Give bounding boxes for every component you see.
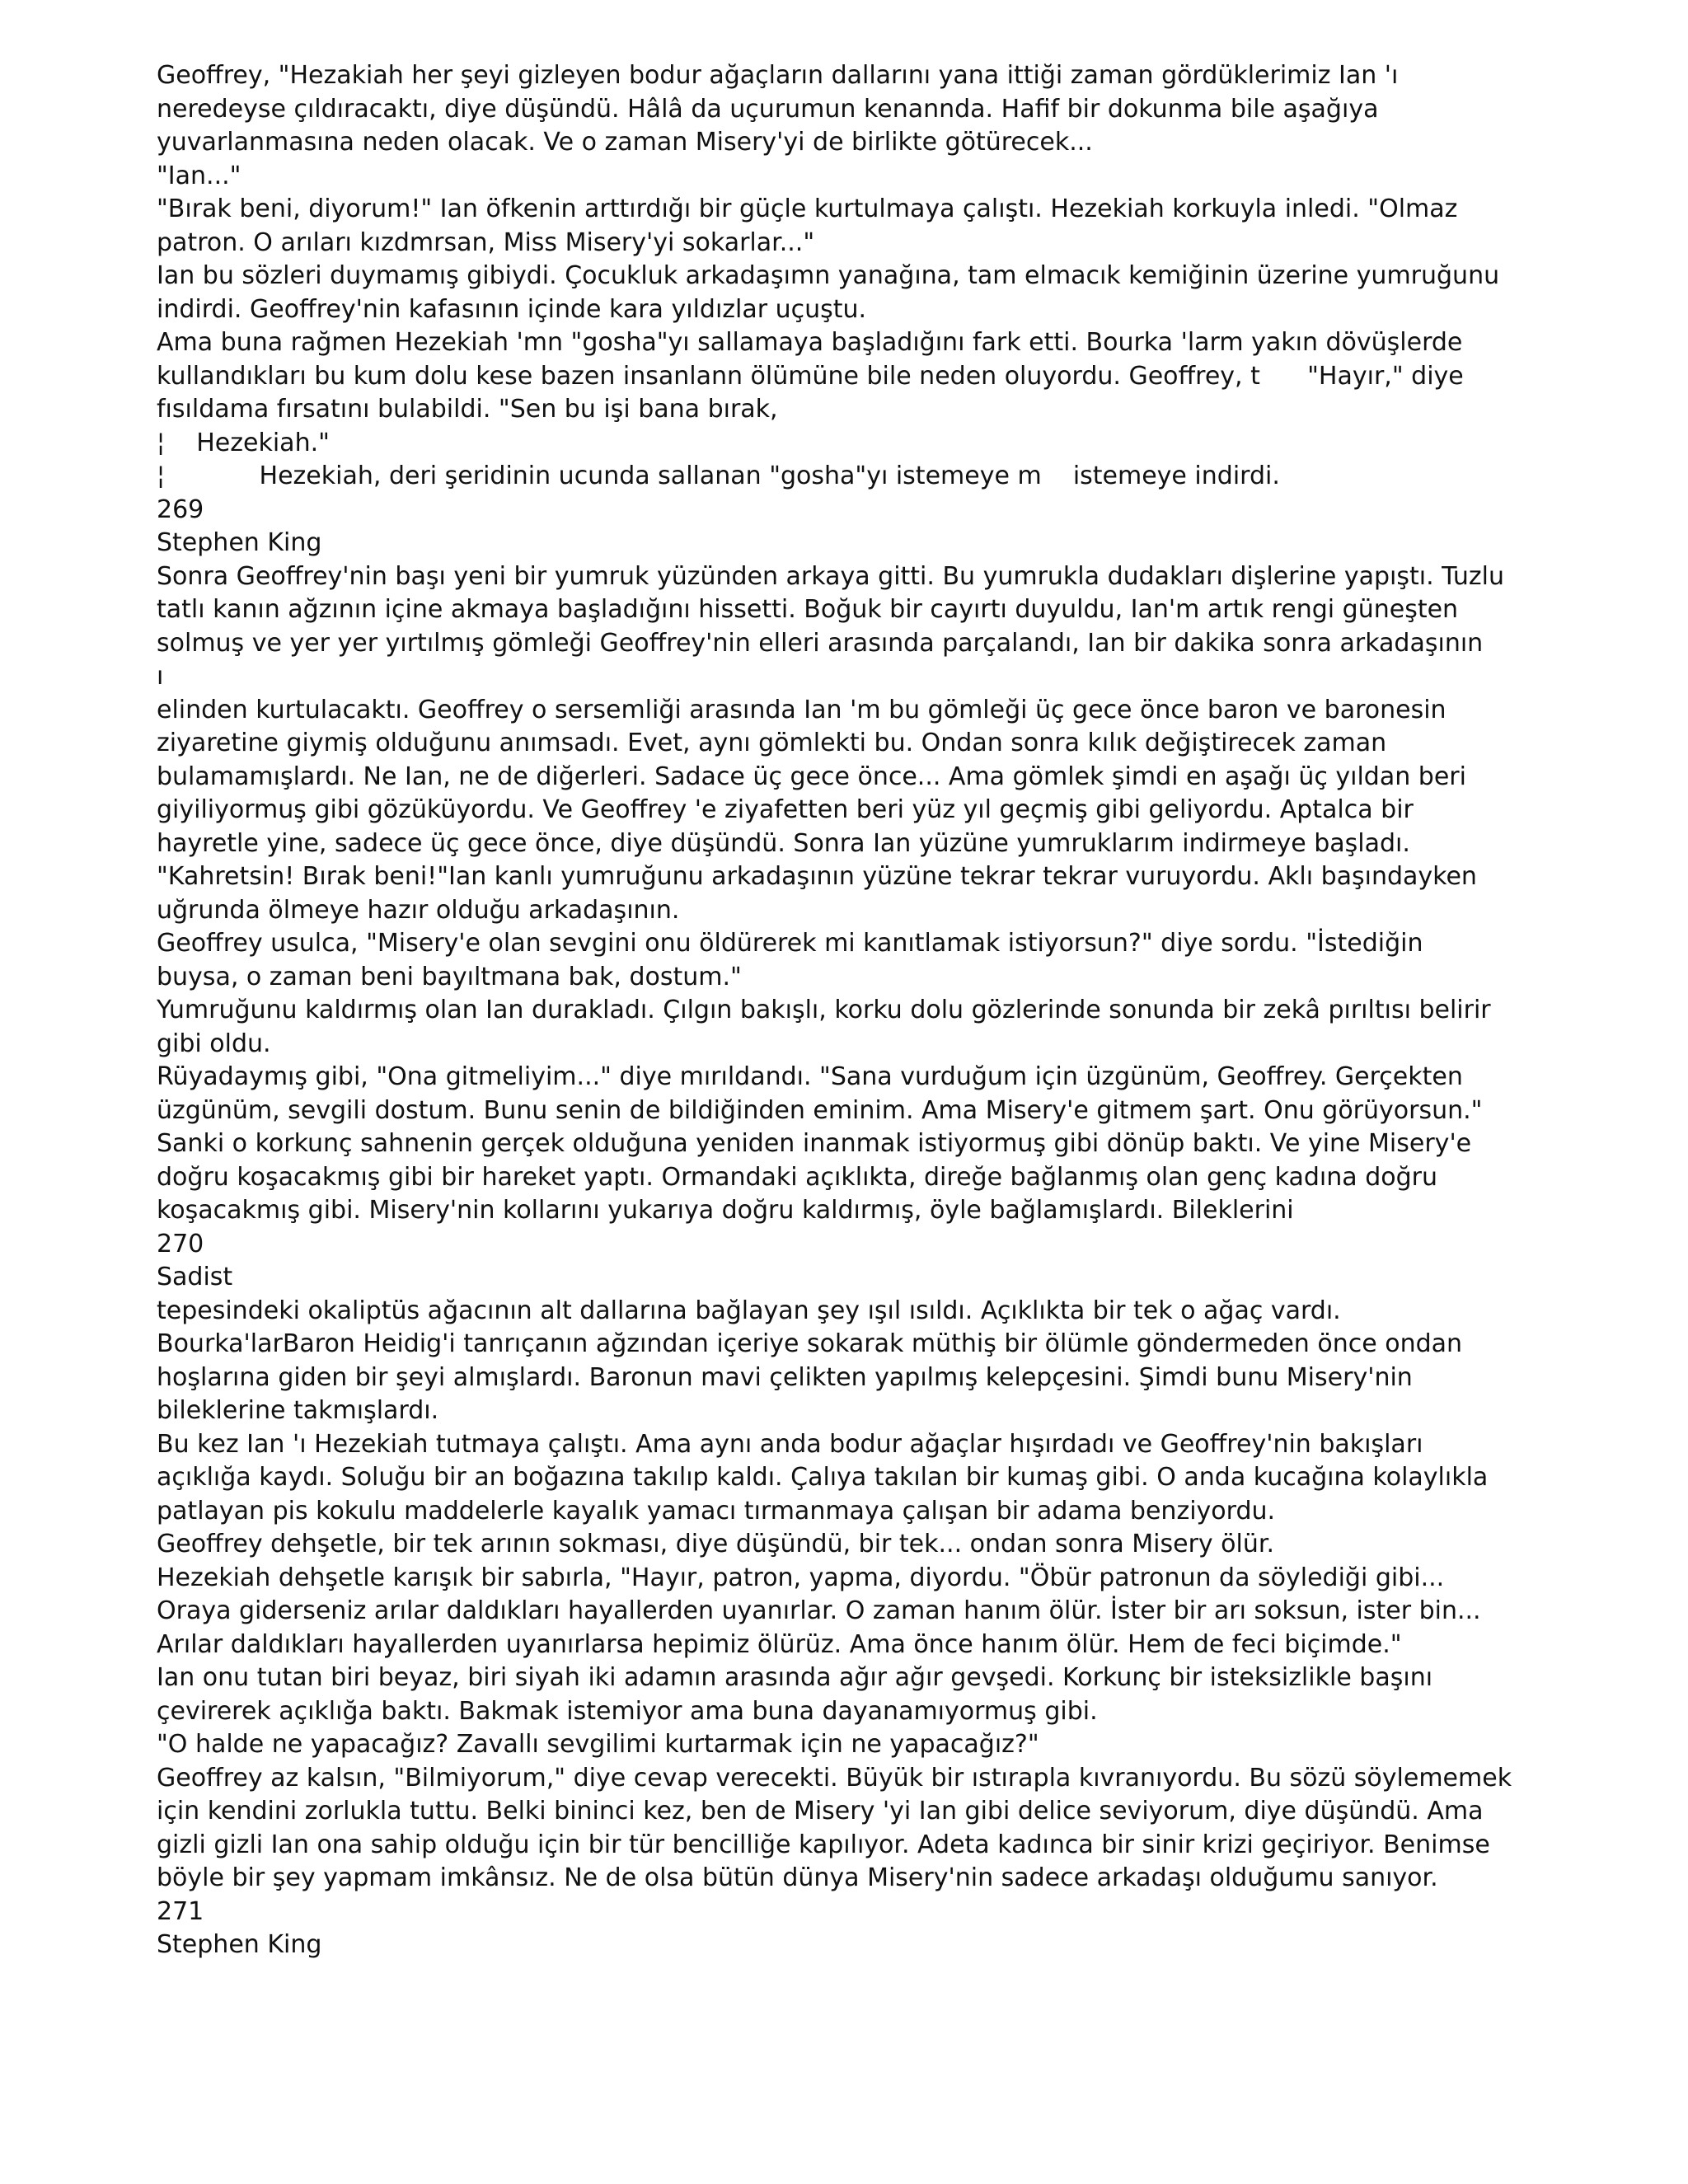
text-line: üzgünüm, sevgili dostum. Bunu senin de bildiğinden eminim. Ama Misery'e gitmem şart. Onu görüyorsun."	[157, 1095, 1483, 1125]
text-line: giyiliyormuş gibi gözüküyordu. Ve Geoffrey 'e ziyafetten beri yüz yıl geçmiş gibi geliyordu. Aptalca bir	[157, 795, 1414, 824]
page-number: 270	[157, 1229, 204, 1258]
text-line: hoşlarına giden bir şeyi almışlardı. Baronun mavi çelikten yapılmış kelepçesini. Şimdi bunu Misery'nin	[157, 1362, 1413, 1392]
text-line: "Bırak beni, diyorum!" Ian öfkenin arttırdığı bir güçle kurtulmaya çalıştı. Hezekiah korkuyla inledi. "Olmaz	[157, 194, 1458, 223]
text-line: tatlı kanın ağzının içine akmaya başladığını hissetti. Boğuk bir cayırtı duyuldu, Ian'm artık rengi güneşten	[157, 595, 1459, 624]
page-number: 269	[157, 494, 204, 524]
page-number: Stephen King	[157, 1930, 322, 1959]
text-line: neredeyse çıldıracaktı, diye düşündü. Hâlâ da uçurumun kenannda. Hafif bir dokunma bile aşağıya	[157, 94, 1379, 124]
text-line: koşacakmış gibi. Misery'nin kollarını yukarıya doğru kaldırmış, öyle bağlamışlardı. Bileklerini	[157, 1196, 1294, 1225]
text-line: uğrunda ölmeye hazır olduğu arkadaşının.	[157, 895, 680, 925]
text-line: Yumruğunu kaldırmış olan Ian durakladı. Çılgın bakışlı, korku dolu gözlerinde sonunda bir zekâ pırıltısı belirir	[157, 996, 1491, 1024]
text-line: solmuş ve yer yer yırtılmış gömleği Geoffrey'nin elleri arasında parçalandı, Ian bir dakika sonra arkadaşının	[157, 628, 1484, 658]
text-line: Ama buna rağmen Hezekiah 'mn "gosha"yı sallamaya başladığını fark etti. Bourka 'larm yakın dövüşlerde	[157, 328, 1463, 357]
text-line: açıklığa kaydı. Soluğu bir an boğazına takılıp kaldı. Çalıya takılan bir kumaş gibi. O anda kucağına kolaylıkla	[157, 1463, 1489, 1492]
text-line: ¦ Hezekiah."	[157, 428, 330, 457]
text-line: doğru koşacakmış gibi bir hareket yaptı. Ormandaki açıklıkta, direğe bağlanmış olan genç kadına doğru	[157, 1162, 1437, 1192]
text-line: tepesindeki okaliptüs ağacının alt dallarına bağlayan şey ışıl ısıldı. Açıklıkta bir tek o ağaç vardı.	[157, 1296, 1341, 1325]
text-line: Ian bu sözleri duymamış gibiydi. Çocukluk arkadaşımn yanağına, tam elmacık kemiğinin üzerine yumruğunu	[157, 261, 1500, 290]
text-line: buysa, o zaman beni bayıltmana bak, dostum."	[157, 962, 742, 991]
text-line: yuvarlanmasına neden olacak. Ve o zaman Misery'yi de birlikte götürecek...	[157, 128, 1093, 157]
text-line: fısıldama fırsatını bulabildi. "Sen bu işi bana bırak,	[157, 395, 778, 424]
text-line: böyle bir şey yapmam imkânsız. Ne de olsa bütün dünya Misery'nin sadece arkadaşı olduğumu sanıyor.	[157, 1863, 1438, 1892]
text-line: "Ian..."	[157, 161, 241, 190]
text-line: indirdi. Geoffrey'nin kafasının içinde kara yıldızlar uçuştu.	[157, 294, 867, 324]
text-line: "O halde ne yapacağız? Zavallı sevgilimi kurtarmak için ne yapacağız?"	[157, 1730, 1039, 1759]
running-header	[157, 1962, 1508, 1996]
document-page	[157, 59, 1512, 1995]
text-line: patlayan pis kokulu maddelerle kayalık yamacı tırmanmaya çalışan bir adama benziyordu.	[157, 1496, 1276, 1526]
text-line: Geoffrey az kalsın, "Bilmiyorum," diye cevap verecekti. Büyük bir ıstırapla kıvranıyordu. Bu sözü söylememek	[157, 1763, 1512, 1793]
text-line: ziyaretine giymiş olduğunu anımsadı. Evet, aynı gömlekti bu. Ondan sonra kılık değiştirecek zaman	[157, 729, 1387, 757]
text-line: Bourka'larBaron Heidig'i tanrıçanın ağzından içeriye sokarak müthiş bir ölümle göndermeden önce ondan	[157, 1329, 1463, 1358]
text-line: Geoffrey usulca, "Misery'e olan sevgini onu öldürerek mi kanıtlamak istiyorsun?" diye sordu. "İstediğin	[157, 929, 1423, 958]
text-line: için kendini zorlukla tuttu. Belki bininci kez, ben de Misery 'yi Ian gibi delice seviyorum, diye düşündü. Ama	[157, 1797, 1484, 1825]
text-line: 271	[157, 1896, 204, 1926]
text-line: Ian onu tutan biri beyaz, biri siyah iki adamın arasında ağır ağır gevşedi. Korkunç bir isteksizlikle başını	[157, 1663, 1433, 1692]
text-line: Sanki o korkunç sahnenin gerçek olduğuna yeniden inanmak istiyormuş gibi dönüp baktı. Ve yine Misery'e	[157, 1129, 1472, 1158]
text-line: Hezekiah dehşetle karışık bir sabırla, "Hayır, patron, yapma, diyordu. "Öbür patronun da söylediği gibi...	[157, 1563, 1445, 1592]
text-line: elinden kurtulacaktı. Geoffrey o sersemliği arasında Ian 'm bu gömleği üç gece önce baron ve baronesin	[157, 695, 1447, 724]
running-header: Sadist	[157, 1263, 233, 1291]
text-line: gibi oldu.	[157, 1029, 271, 1058]
text-line: Oraya giderseniz arılar daldıkları hayallerden uyanırlar. O zaman hanım ölür. İster bir arı soksun, ister bin...	[157, 1596, 1481, 1625]
text-line: hayretle yine, sadece üç gece önce, diye düşündü. Sonra Ian yüzüne yumruklarım indirmeye başladı.	[157, 828, 1410, 858]
text-line: bulamamışlardı. Ne Ian, ne de diğerleri. Sadace üç gece önce... Ama gömlek şimdi en aşağı üç yıldan beri	[157, 762, 1466, 791]
text-line: Bu kez Ian 'ı Hezekiah tutmaya çalıştı. Ama aynı anda bodur ağaçlar hışırdadı ve Geoffrey'nin bakışları	[157, 1429, 1423, 1459]
text-line: ı	[157, 662, 164, 691]
text-line: Sonra Geoffrey'nin başı yeni bir yumruk yüzünden arkaya gitti. Bu yumrukla dudakları dişlerine yapıştı. Tuzlu	[157, 561, 1505, 591]
text-line: patron. O arıları kızdmrsan, Miss Misery'yi sokarlar..."	[157, 227, 815, 257]
text-line: kullandıkları bu kum dolu kese bazen insanlann ölümüne bile neden oluyordu. Geoffrey, t "Hayır," diye	[157, 361, 1464, 391]
text-line: Geoffrey, "Hezakiah her şeyi gizleyen bodur ağaçların dallarını yana ittiği zaman gördüklerimiz Ian 'ı	[157, 61, 1399, 90]
text-line: "Kahretsin! Bırak beni!"Ian kanlı yumruğunu arkadaşının yüzüne tekrar tekrar vuruyordu. Aklı başındayken	[157, 862, 1477, 891]
text-line: gizli gizli Ian ona sahip olduğu için bir tür bencilliğe kapılıyor. Adeta kadınca bir sinir krizi geçiriyor. Benimse	[157, 1830, 1490, 1859]
text-line: çevirerek açıklığa baktı. Bakmak istemiyor ama buna dayanamıyormuş gibi.	[157, 1696, 1098, 1726]
text-line: ¦ Hezekiah, deri şeridinin ucunda sallanan "gosha"yı istemeye m istemeye indirdi.	[157, 462, 1280, 490]
running-header: Stephen King	[157, 528, 322, 557]
text-line: Geoffrey dehşetle, bir tek arının sokması, diye düşündü, bir tek... ondan sonra Misery ölür.	[157, 1530, 1275, 1558]
text-line: Rüyadaymış gibi, "Ona gitmeliyim..." diye mırıldandı. "Sana vurduğum için üzgünüm, Geoffrey. Gerçekten	[157, 1062, 1463, 1091]
text-line: Arılar daldıkları hayallerden uyanırlarsa hepimiz ölürüz. Ama önce hanım ölür. Hem de feci biçimde."	[157, 1629, 1402, 1659]
text-line: bileklerine takmışlardı.	[157, 1396, 439, 1425]
